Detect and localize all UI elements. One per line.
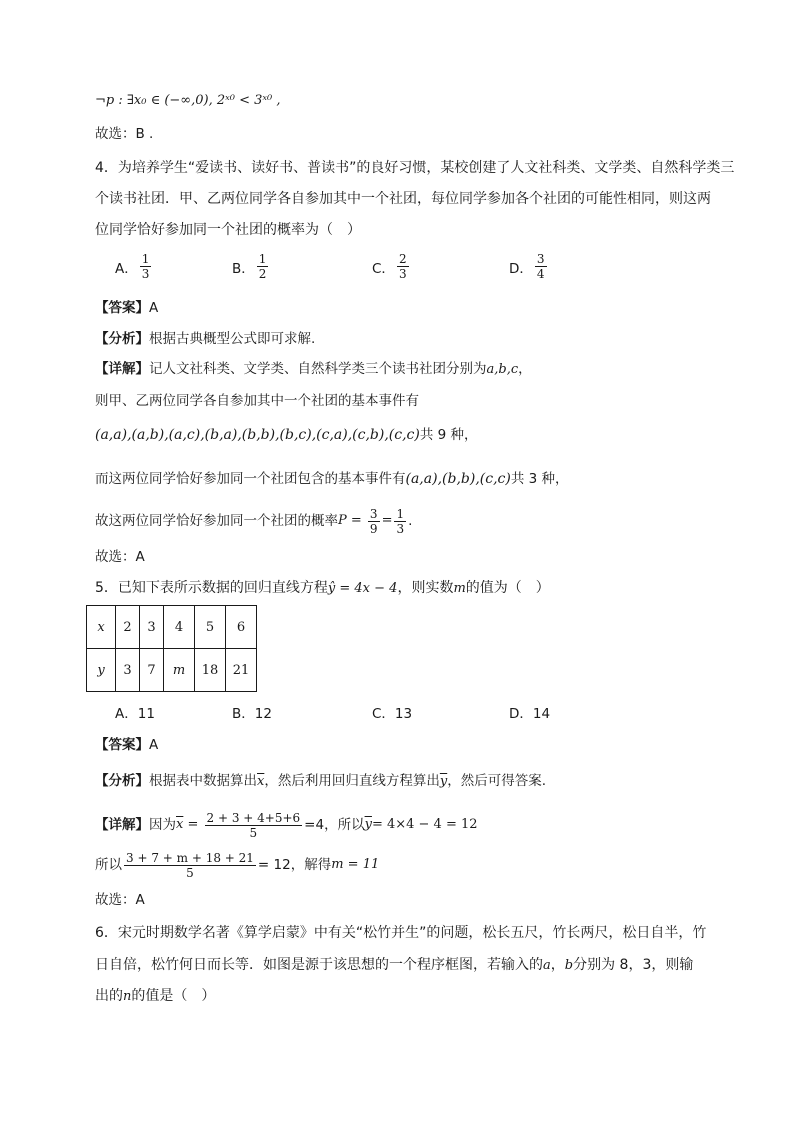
table-row: x 2 3 4 5 6: [87, 606, 257, 649]
fraction: $\frac{1}{2}$: [258, 252, 267, 281]
question-5: 5．已知下表所示数据的回归直线方程ŷ = 4x − 4，则实数m的值为（ ）: [95, 580, 550, 596]
q4-option-b: B． $\frac{1}{2}$: [232, 252, 267, 281]
table-row: y 3 7 m 18 21: [87, 649, 257, 692]
fraction: $\frac{2}{3}$: [398, 252, 407, 281]
events-line: 则甲、乙两位同学各自参加其中一个社团的基本事件有: [95, 393, 419, 409]
data-table: [86, 605, 257, 692]
choose-answer-4: 故选：A: [95, 549, 145, 565]
pairs-line: (a,a),(a,b),(a,c),(b,a),(b,b),(b,c),(c,a),(c,b),(c,c)共 9 种，: [95, 427, 478, 443]
choose-answer-5: 故选：A: [95, 892, 145, 908]
fraction: $\frac{1}{3}$: [396, 506, 405, 536]
q5-option-d: D．14: [509, 706, 551, 722]
answer-4: 【答案】A: [95, 300, 159, 316]
fraction: $\frac{3}{9}$: [369, 506, 378, 536]
question-4-line-1: 4．为培养学生“爱读书、读好书、普读书”的良好习惯，某校创建了人文社科类、文学类、自然科学类三: [95, 160, 735, 176]
question-6-line-3: 出的n的值是（ ）: [95, 988, 216, 1004]
so-line: 所以 $\frac{3 + 7 + m + 18 + 21}{5}$ = 12，解得 m = 11: [95, 850, 380, 880]
fraction: $\frac{1}{3}$: [141, 252, 150, 281]
q4-option-a: A． $\frac{1}{3}$: [115, 252, 150, 281]
fraction: $\frac{3}{4}$: [536, 252, 545, 281]
q5-option-b: B．12: [232, 706, 272, 722]
q4-option-d: D． $\frac{3}{4}$: [509, 252, 545, 281]
q5-option-a: A．11: [115, 706, 155, 722]
q4-option-c: C． $\frac{2}{3}$: [372, 252, 407, 281]
probability-line: 故这两位同学恰好参加同一个社团的概率 P = $\frac{3}{9}$ = $\frac{1}{3}$ .: [95, 506, 413, 536]
fraction: $\frac{2 + 3 + 4+5+6}{5}$: [206, 810, 301, 840]
same-club-line: 而这两位同学恰好参加同一个社团包含的基本事件有(a,a),(b,b),(c,c)共 3 种，: [95, 471, 569, 487]
choose-answer-3: 故选：B .: [95, 126, 154, 142]
q5-option-c: C．13: [372, 706, 413, 722]
analysis-4: 【分析】根据古典概型公式即可求解.: [95, 331, 316, 347]
detail-4: 【详解】记人文社科类、文学类、自然科学类三个读书社团分别为a,b,c，: [95, 361, 532, 377]
fraction: $\frac{3 + 7 + m + 18 + 21}{5}$: [126, 850, 254, 880]
question-4-line-3: 位同学恰好参加同一个社团的概率为（ ）: [95, 222, 361, 238]
detail-5: 【详解】 因为 $\overline{x}$ = $\frac{2 + 3 + 4+5+6}{5}$ =4，所以 $\overline{y}$ = 4×4 − 4 = 12: [95, 810, 478, 840]
answer-5: 【答案】A: [95, 737, 159, 753]
question-4-line-2: 个读书社团．甲、乙两位同学各自参加其中一个社团，每位同学参加各个社团的可能性相同，则这两: [95, 191, 711, 207]
question-6-line-2: 日自倍，松竹何日而长等．如图是源于该思想的一个程序框图，若输入的a，b分别为 8，3，则输: [95, 957, 694, 973]
analysis-5: 【分析】根据表中数据算出$\overline{x}$，然后利用回归直线方程算出$\overline{y}$，然后可得答案.: [95, 773, 546, 789]
negation-statement: ¬p : ∃x₀ ∈ (−∞,0), 2ˣ⁰ < 3ˣ⁰ ,: [95, 93, 281, 108]
question-6-line-1: 6．宋元时期数学名著《算学启蒙》中有关“松竹并生”的问题，松长五尺，竹长两尺，松日自半，竹: [95, 925, 707, 941]
